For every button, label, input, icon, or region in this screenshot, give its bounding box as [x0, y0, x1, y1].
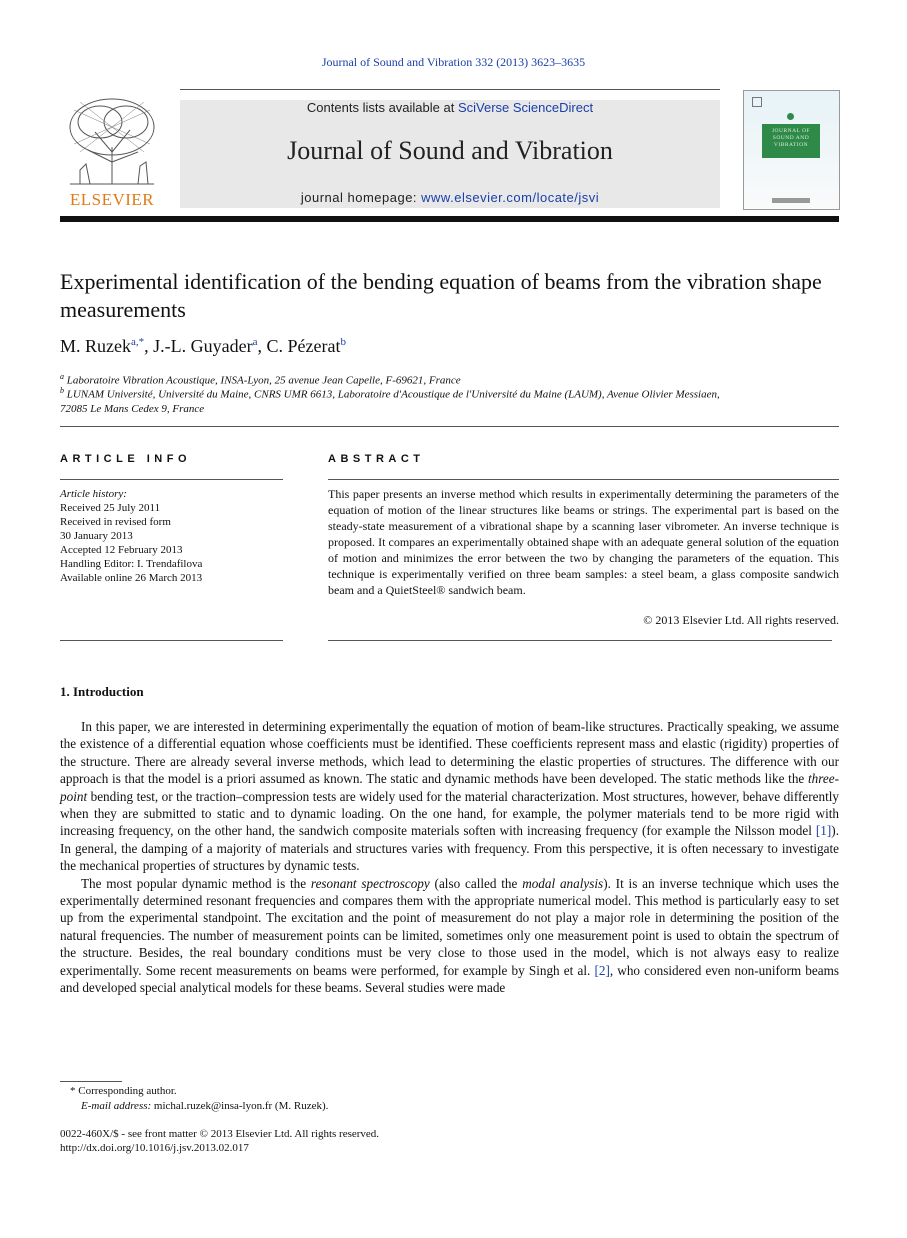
author-affiliation-mark[interactable]: a — [252, 336, 258, 348]
article-history — [60, 487, 202, 585]
body-text — [60, 718, 839, 997]
history-item: Received in revised form — [60, 516, 171, 528]
history-item: Available online 26 March 2013 — [60, 572, 203, 584]
cover-title-box: JOURNAL OF SOUND AND VIBRATION — [762, 124, 820, 158]
contents-line: Contents lists available at SciVerse ScienceDirect — [306, 100, 594, 115]
email-address[interactable]: michal.ruzek@insa-lyon.fr (M. Ruzek). — [151, 1100, 329, 1112]
affiliation-rule — [60, 426, 839, 427]
citation-link[interactable]: [1] — [815, 823, 832, 839]
article-info-bottom-rule — [60, 640, 283, 641]
sciencedirect-link[interactable]: SciVerse ScienceDirect — [457, 100, 594, 115]
header-thick-rule — [60, 216, 839, 222]
article-title: Experimental identification of the bending equation of beams from the vibration shape measurements — [60, 269, 822, 322]
history-label: Article history: — [60, 488, 127, 500]
author-name: M. Ruzek — [60, 336, 131, 356]
doi-link[interactable]: http://dx.doi.org/10.1016/j.jsv.2013.02.017 — [60, 1142, 249, 1154]
citation-link[interactable]: [2] — [594, 962, 610, 978]
abstract-text: This paper presents an inverse method which results in experimentally determining the parameters of the equation of motion of the linear structures like beams or strings. The experimental part is based on the steady-state measurement of a vibrational shape by a scanning laser vibrometer. An inverse technique is proposed. It compares an experimentally obtained shape with an adequate general solution of the equation of motion and minimizes the error between the two by changing the parameters of the equation. This technique is experimentally verified on three beam samples: a steel beam, a glass composite sandwich beam and a QuietSteel® sandwich beam. — [328, 487, 839, 597]
history-item: Handling Editor: I. Trendafilova — [60, 558, 203, 570]
homepage-line: journal homepage: www.elsevier.com/locate/jsvi — [300, 190, 600, 205]
abstract-copyright: © 2013 Elsevier Ltd. All rights reserved. — [643, 613, 839, 627]
author-name: C. Pézerat — [266, 336, 341, 356]
journal-cover-thumbnail — [743, 90, 840, 210]
homepage-link[interactable]: www.elsevier.com/locate/jsvi — [421, 190, 600, 205]
paragraph: In this paper, we are interested in determining experimentally the equation of motion of beam-like structures. Practically speaking, we assume the existence of a differential equation whose coefficients must be identified. These coefficients represent mass and elastic (rigidity) properties of the structure. There are already several inverse methods, which lead to determining the elastic properties of structures. The difference with our approach is that the model is a priori assumed as known. The static and dynamic methods have been developed. The static methods like the three-point bending test, or the traction–compression tests are widely used for the material characterization. Most structures, however, behave differently when they are submitted to static and to dynamic loading. On the one hand, for example, the polymer materials tend to be more rigid with increasing frequency, on the other hand, the sandwich composite materials soften with increasing frequency (for example the Nilsson model [1]). In general, the damping of a majority of materials and structures varies with frequency. From this perspective, it is often necessary to investigate the mechanical properties of structures by dynamic tests. — [60, 719, 839, 874]
running-head[interactable]: Journal of Sound and Vibration 332 (2013) 3623–3635 — [321, 55, 586, 69]
abstract-rule — [328, 479, 839, 480]
footnote-rule — [60, 1081, 122, 1082]
author-affiliation-mark[interactable]: b — [340, 336, 346, 348]
author-name: J.-L. Guyader — [153, 336, 253, 356]
banner-top-rule — [180, 89, 720, 90]
abstract-heading: ABSTRACT — [328, 453, 425, 465]
history-item: Received 25 July 2011 — [60, 502, 161, 514]
article-info-rule — [60, 479, 283, 480]
author-list: M. Ruzek$^{a,*}$, J.-L. Guyader$^a$, C. Pézerat$^b$ — [60, 336, 346, 356]
journal-banner — [180, 100, 720, 208]
cover-publisher-mark — [772, 198, 810, 203]
history-item: Accepted 12 February 2013 — [60, 544, 183, 556]
cover-mark-icon — [752, 97, 762, 107]
email-note: E-mail address: michal.ruzek@insa-lyon.fr (M. Ruzek). — [81, 1100, 329, 1112]
abstract-bottom-rule — [328, 640, 832, 641]
paragraph: The most popular dynamic method is the resonant spectroscopy (also called the modal analysis). It is an inverse technique which uses the experimentally determined resonant frequencies and compares them with the appropriate numerical model. This method is particularly easy to set up from the experimental standpoint. The excitation and the point of measurement do not play a major role in determining the position of the natural frequencies. The number of measurement points can be limited, sometimes only one measurement point is used to obtain the spectrum of the structure. Besides, the real boundary conditions must be very close to those used in the model, which is not always easy to realize experimentally. Some recent measurements on beams were performed, for example by Singh et al. [2], who considered even non-uniform beams and developed special analytical models for these beams. Several studies were made — [60, 875, 839, 996]
article-info-heading: ARTICLE INFO — [60, 453, 191, 465]
publisher-name: ELSEVIER — [69, 190, 155, 209]
history-item: 30 January 2013 — [60, 530, 133, 542]
corresponding-author-note: * Corresponding author. — [70, 1085, 177, 1097]
author-affiliation-mark[interactable]: a,* — [131, 336, 145, 348]
affiliation-a: $^a$ Laboratoire Vibration Acoustique, INSA-Lyon, 25 avenue Jean Capelle, F-69621, France — [60, 372, 461, 387]
issn-line: 0022-460X/$ - see front matter © 2013 Elsevier Ltd. All rights reserved. — [60, 1128, 380, 1140]
elsevier-logo — [60, 92, 164, 210]
cover-dot-icon — [787, 113, 794, 120]
journal-title: Journal of Sound and Vibration — [287, 136, 613, 165]
affiliation-b: $^b$ LUNAM Université, Université du Maine, CNRS UMR 6613, Laboratoire d'Acoustique de l'Université du Maine (LAUM), Avenue Olivier Messiaen, 72085 Le Mans Cedex 9, France — [60, 386, 720, 415]
section-heading: 1. Introduction — [60, 684, 144, 699]
